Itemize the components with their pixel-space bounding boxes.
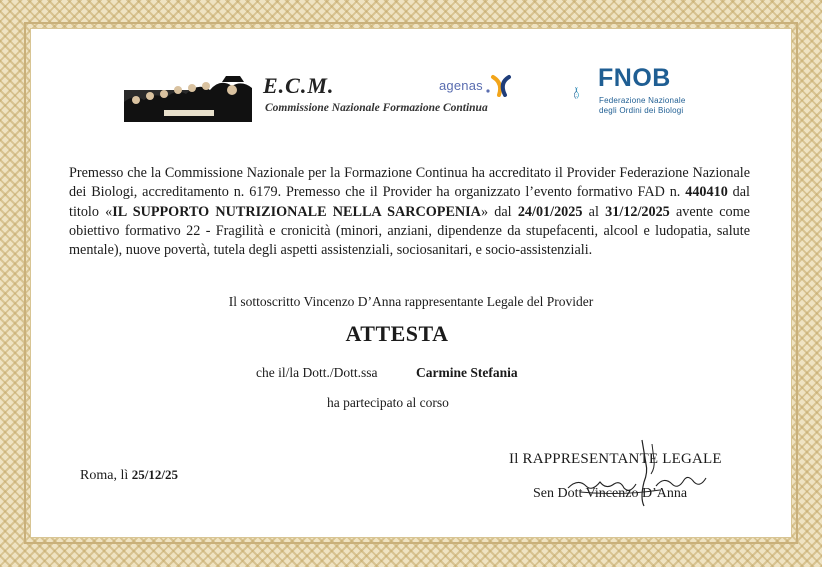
agenas-label: agenas [439, 77, 483, 93]
premise-part-4: al [582, 203, 606, 220]
fnob-helix-icon [574, 63, 600, 123]
recipient-name: Carmine Stefania [416, 365, 518, 380]
agenas-logo [439, 73, 517, 97]
place-label: Roma, lì [80, 468, 132, 483]
fnob-subtitle-line2: degli Ordini dei Biologi [599, 105, 684, 115]
premise-part-3: » dal [480, 203, 518, 220]
ecm-title: E.C.M. [263, 73, 335, 98]
premise-part-2: dal titolo « [69, 184, 750, 220]
date-from: 24/01/2025 [517, 203, 583, 220]
recipient-label: che il/la Dott./Dott.ssa [256, 365, 378, 380]
premise-paragraph [69, 164, 750, 260]
premise-part-5: avente come obiettivo formativo 22 - Fragilità e cronicità (minori, anziani, dipendenze da stupefacenti, alcool e ludopatia, salute mentale), nuove povertà, tutela degli aspetti assistenziali, sociosanitari, e socio-assistenziali. [69, 203, 750, 259]
place-date [80, 467, 178, 484]
premise-part-1: Premesso che la Commissione Nazionale per la Formazione Continua ha accreditato il Provider Federazione Nazionale dei Biologi, accreditamento n. 6179. Premesso che il Provider ha organizzato l’evento formativo FAD n. [69, 165, 750, 201]
fnob-subtitle-line1: Federazione Nazionale [599, 96, 686, 105]
fnob-subtitle [599, 96, 709, 115]
legal-representative-name: Sen Dott Vincenzo D’Anna [533, 486, 688, 501]
agenas-mark-icon [485, 73, 517, 97]
event-title: IL SUPPORTO NUTRIZIONALE NELLA SARCOPENIA [112, 203, 481, 220]
issue-date: 25/12/25 [131, 467, 178, 482]
ecm-subtitle: Commissione Nazionale Formazione Continua [265, 102, 488, 114]
date-to: 31/12/2025 [605, 203, 670, 220]
attesta-heading: ATTESTA [345, 321, 449, 346]
course-statement: ha partecipato al corso [327, 395, 449, 410]
event-number: 440410 [685, 184, 728, 201]
undersigned-statement: Il sottoscritto Vincenzo D’Anna rappresentante Legale del Provider [228, 294, 594, 309]
fnob-title: FNOB [598, 64, 671, 92]
legal-representative-title: Il RAPPRESENTANTE LEGALE [509, 451, 722, 467]
ecm-anatomy-lesson-image [124, 72, 252, 122]
